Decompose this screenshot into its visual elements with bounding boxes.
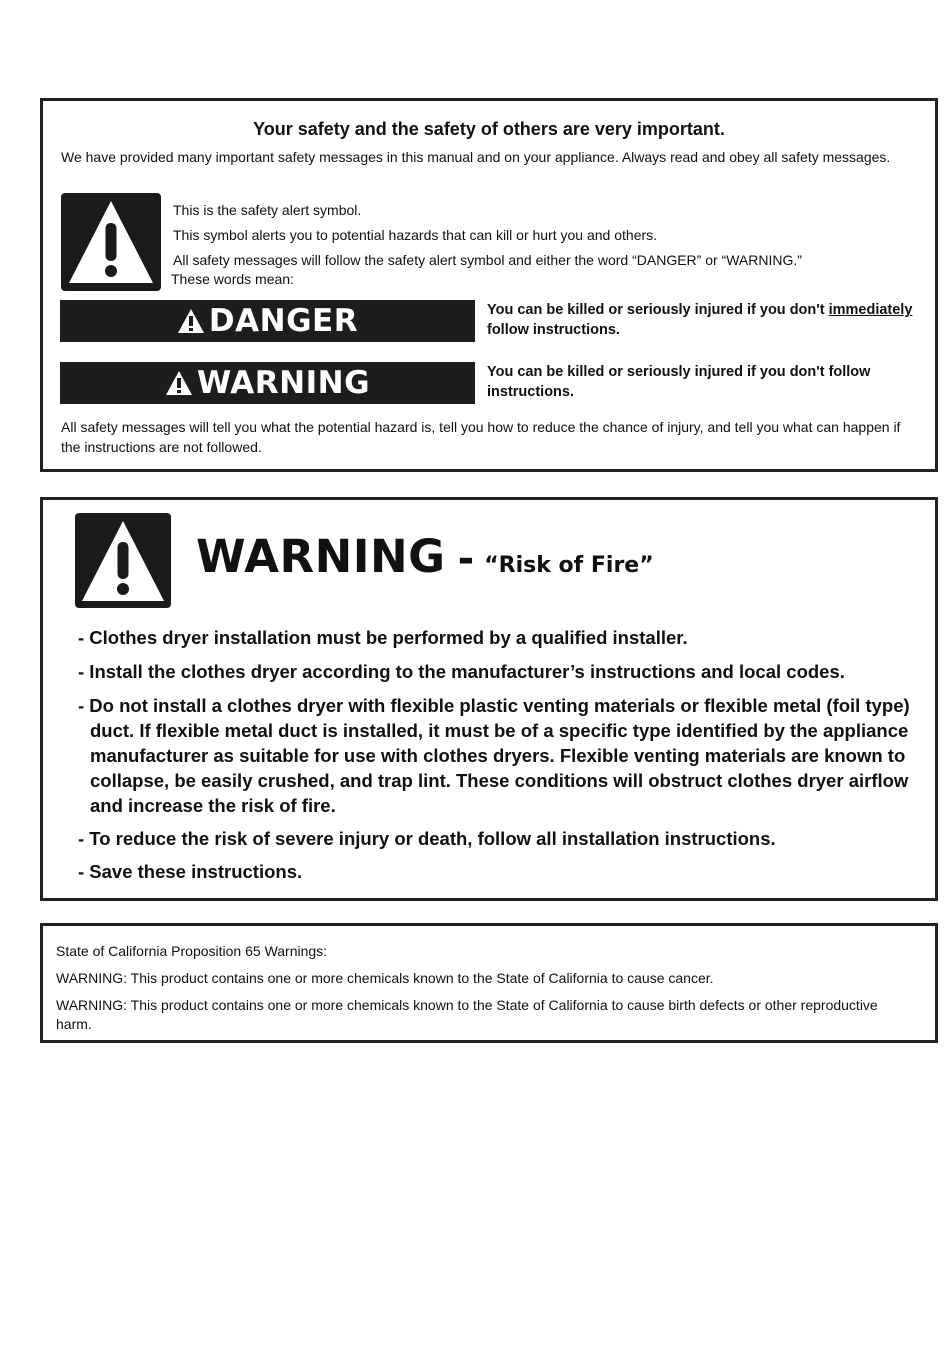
danger-text-emphasis: immediately [828,302,913,318]
safety-intro: We have provided many important safety messages in this manual and on your appliance. Always read and obey all safety messages. [61,149,891,165]
safety-heading: Your safety and the safety of others are very important. [253,119,725,139]
danger-text-before: You can be killed or seriously injured if you don't [487,302,829,318]
warning-description: You can be killed or seriously injured if you don't follow instructions. [487,364,871,400]
fire-bullet-5 [78,859,913,884]
warning-alert-icon [165,370,193,396]
fire-warning-box [40,497,938,901]
bullet-text: - Clothes dryer installation must be performed by a qualified installer. [78,627,688,648]
prop65-warning-birth-defects: WARNING: This product contains one or more chemicals known to the State of California to cause birth defects or other reproductive harm. [56,997,878,1032]
fire-bullet-1 [78,625,913,650]
fire-warning-title [196,530,654,583]
warning-signal-bar [60,362,475,404]
danger-description [487,300,927,340]
prop65-heading: State of California Proposition 65 Warnings: [56,943,328,959]
safety-alert-symbol-icon [61,193,161,291]
bullet-text: - To reduce the risk of severe injury or death, follow all installation instructions. [78,828,776,849]
prop65-box [40,923,938,1043]
safety-closing: All safety messages will tell you what the potential hazard is, tell you how to reduce the chance of injury, and tell you what can happen if the instructions are not followed. [61,419,901,455]
safety-info-box [40,98,938,472]
bullet-text: - Do not install a clothes dryer with flexible plastic venting materials or flexible metal (foil type) duct. If flexible metal duct is installed, it must be of a specific type identified by the appliance manufacturer as suitable for use with clothes dryers. Flexible venting materials are known to collapse, be easily crushed, and trap lint. These conditions will obstruct clothes dryer airflow and increase the risk of fire. [78,695,910,816]
prop65-warning-cancer: WARNING: This product contains one or more chemicals known to the State of California to cause cancer. [56,970,714,986]
fire-bullet-2 [78,659,913,684]
symbol-line-3: All safety messages will follow the safety alert symbol and either the word “DANGER” or “WARNING.” [173,252,802,268]
danger-signal-bar [60,300,475,342]
fire-bullet-3 [78,693,913,818]
symbol-line-1: This is the safety alert symbol. [173,202,362,218]
symbol-line-2: This symbol alerts you to potential hazards that can kill or hurt you and others. [173,227,658,243]
bullet-text: - Save these instructions. [78,861,303,882]
danger-text-after: follow instructions. [487,322,620,338]
fire-bullet-4 [78,826,913,851]
warning-label: WARNING [196,365,371,401]
fire-warning-subtitle: “Risk of Fire” [484,553,654,578]
bullet-text: - Install the clothes dryer according to the manufacturer’s instructions and local codes. [78,661,845,682]
fire-alert-symbol-icon [75,513,171,608]
symbol-line-4: These words mean: [171,271,294,287]
danger-alert-icon [177,308,205,334]
danger-label: DANGER [208,303,359,339]
fire-title-dash: - [457,536,475,582]
fire-warning-word: WARNING [196,530,446,583]
